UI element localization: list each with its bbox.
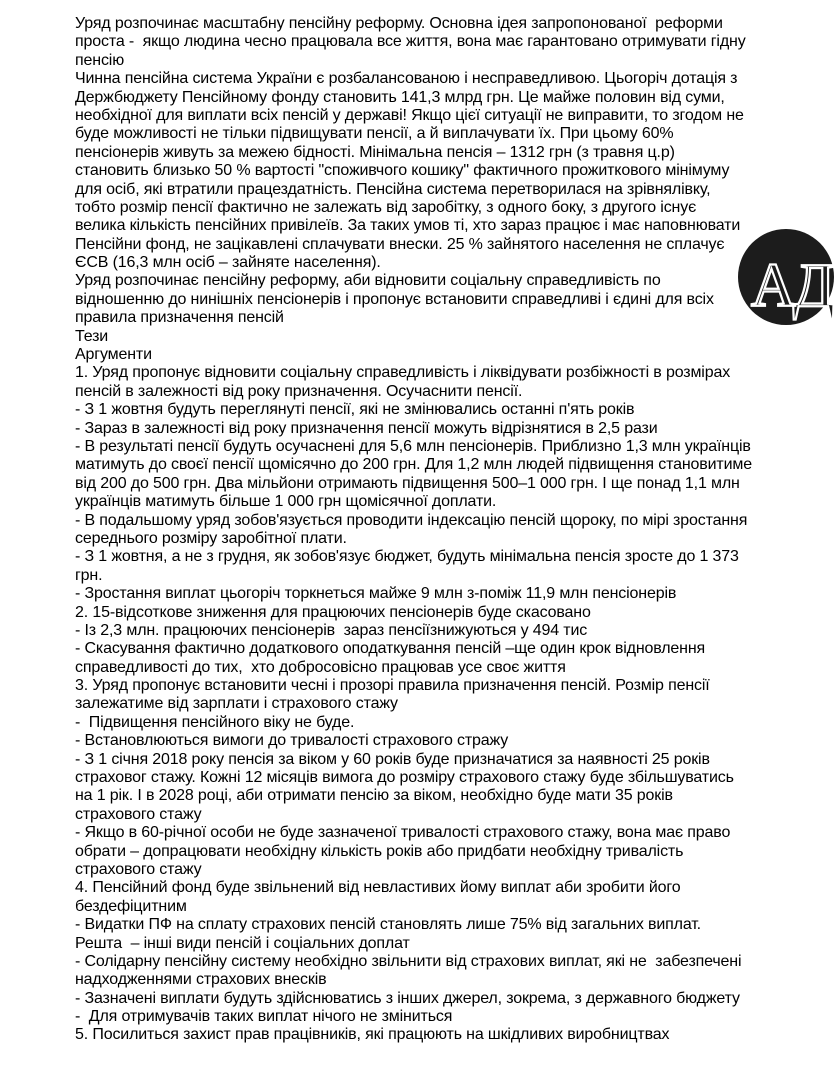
text-line: необхідної для виплати всіх пенсій у державі! Якщо цієї ситуації не виправити, то згодом не [75,106,744,124]
text-line: - З 1 жовтня будуть переглянуті пенсії, які не змінювались останні п'ять років [75,401,635,419]
text-line: - Підвищення пенсійного віку не буде. [75,713,355,731]
text-line: Решта – інші види пенсій і соціальних доплат [75,934,410,952]
text-line: 2. 15-відсоткове зниження для працюючих пенсіонерів буде скасовано [75,603,591,621]
text-line: ЄСВ (16,3 млн осіб – зайняте населення). [75,254,381,272]
text-line: Уряд розпочинає пенсійну реформу, аби відновити соціальну справедливість по [75,272,661,290]
document-text [75,15,795,1045]
text-line: - Зараз в залежності від року призначення пенсії можуть відрізнятися в 2,5 рази [75,419,658,437]
text-line: для осіб, які втратили працездатність. Пенсійна система перетворилася на зрівнялівку, [75,180,711,198]
text-line: становить близько 50 % вартості "споживчого кошику" фактичного прожиткового мінімуму [75,162,730,180]
text-line: страхового стажу [75,860,202,878]
text-line: 5. Посилиться захист прав працівників, які працюють на шкідливих виробництвах [75,1026,670,1044]
text-line: справедливості до тих, хто добросовісно працював усе своє життя [75,658,566,676]
text-line: Аргументи [75,346,152,364]
logo-letters: АД [751,252,833,320]
ad-monogram-logo [736,227,840,331]
text-line: - В результаті пенсії будуть осучаснені для 5,6 млн пенсіонерів. Приблизно 1,3 млн українців [75,437,751,455]
text-line: - Для отримувачів таких виплат нічого не зміниться [75,1008,453,1026]
text-line: - Із 2,3 млн. працюючих пенсіонерів зараз пенсіїзнижуються у 494 тис [75,621,588,639]
text-line: пенсіонерів живуть за межею бідності. Мінімальна пенсія – 1312 грн (з травня ц.р) [75,143,675,161]
text-line: середнього розміру заробітної плати. [75,529,347,547]
text-line: - Зазначені виплати будуть здійснюватись з інших джерел, зокрема, з державного бюджету [75,989,740,1007]
text-line: обрати – допрацювати необхідну кількість років або придбати необхідну тривалість [75,842,684,860]
text-line: бездефіцитним [75,897,187,915]
text-line: Уряд розпочинає масштабну пенсійну реформу. Основна ідея запропонованої реформи [75,15,723,32]
text-line: - Зростання виплат цьогоріч торкнеться майже 9 млн з-поміж 11,9 млн пенсіонерів [75,585,677,603]
text-line: відношенню до нинішніх пенсіонерів і пропонує встановити справедливі і єдині для всіх [75,290,714,308]
text-line: Держбюджету Пенсійному фонду становить 141,3 млрд грн. Це майже половин від суми, [75,88,725,106]
text-line: надходженнями страхових внесків [75,971,327,989]
text-line: проста - якщо людина чесно працювала все життя, вона має гарантовано отримувати гідну [75,33,746,51]
text-line: - Якщо в 60-річної особи не буде зазначеної тривалості страхового стажу, вона має право [75,824,731,842]
text-line: грн. [75,566,103,584]
text-line: 3. Уряд пропонує встановити чесні і прозорі правила призначення пенсій. Розмір пенсії [75,677,710,695]
text-line: тобто розмір пенсії фактично не залежать від заробітку, з одного боку, з другого існує [75,198,697,216]
text-line: - В подальшому уряд зобов'язується проводити індексацію пенсій щороку, по мірі зростання [75,511,748,529]
text-line: - Видатки ПФ на сплату страхових пенсій становлять лише 75% від загальних виплат. [75,916,701,934]
text-line: матимуть до своєї пенсії щомісячно до 200 грн. Для 1,2 млн людей підвищення становитиме [75,456,752,474]
text-line: залежатиме від зарплати і страхового стажу [75,695,398,713]
text-line: 4. Пенсійний фонд буде звільнений від невластивих йому виплат аби зробити його [75,879,681,897]
text-line: Пенсійни фонд, не зацікавлені сплачувати внески. 25 % зайнятого населення не сплачує [75,235,725,253]
text-line: пенсію [75,51,125,69]
text-line: - Скасування фактично додаткового оподаткування пенсій –ще один крок відновлення [75,640,706,658]
text-line: на 1 рік. І в 2028 році, аби отримати пенсію за віком, необхідно буде мати 35 років [75,787,673,805]
text-line: правила призначення пенсій [75,309,284,327]
text-line: українців матимуть більше 1 000 грн щомісячної доплати. [75,493,497,511]
text-line: Тези [75,327,109,345]
text-line: буде можливості не тільки підвищувати пенсії, а й виплачувати їх. При цьому 60% [75,125,674,143]
text-line: страхового стажу [75,805,202,823]
text-line: 1. Уряд пропонує відновити соціальну справедливість і ліквідувати розбіжності в розмірах [75,364,731,382]
text-line: - З 1 жовтня, а не з грудня, як зобов'язує бюджет, будуть мінімальна пенсія зросте до 1 373 [75,548,739,566]
text-line: велика кількість пенсійних привілеїв. За таких умов ті, хто зараз працює і має наповнювати [75,217,741,235]
text-line: - Встановлюються вимоги до тривалості страхового стражу [75,732,509,750]
text-line: - Солідарну пенсійну систему необхідно звільнити від страхових виплат, які не забезпечені [75,952,742,970]
text-line: від 200 до 500 грн. Два мільйони отримають підвищення 500–1 000 грн. І ще понад 1,1 млн [75,474,740,492]
text-line: - З 1 січня 2018 року пенсія за віком у 60 років буде призначатися за наявності 25 років [75,750,710,768]
text-line: Чинна пенсійна система України є розбалансованою і несправедливою. Цьогоріч дотація з [75,70,738,88]
text-line: пенсій в залежності від року призначення. Осучаснити пенсії. [75,382,523,400]
text-line: страховог стажу. Кожні 12 місяців вимога до розміру страхового стажу буде збільшуватись [75,769,734,787]
